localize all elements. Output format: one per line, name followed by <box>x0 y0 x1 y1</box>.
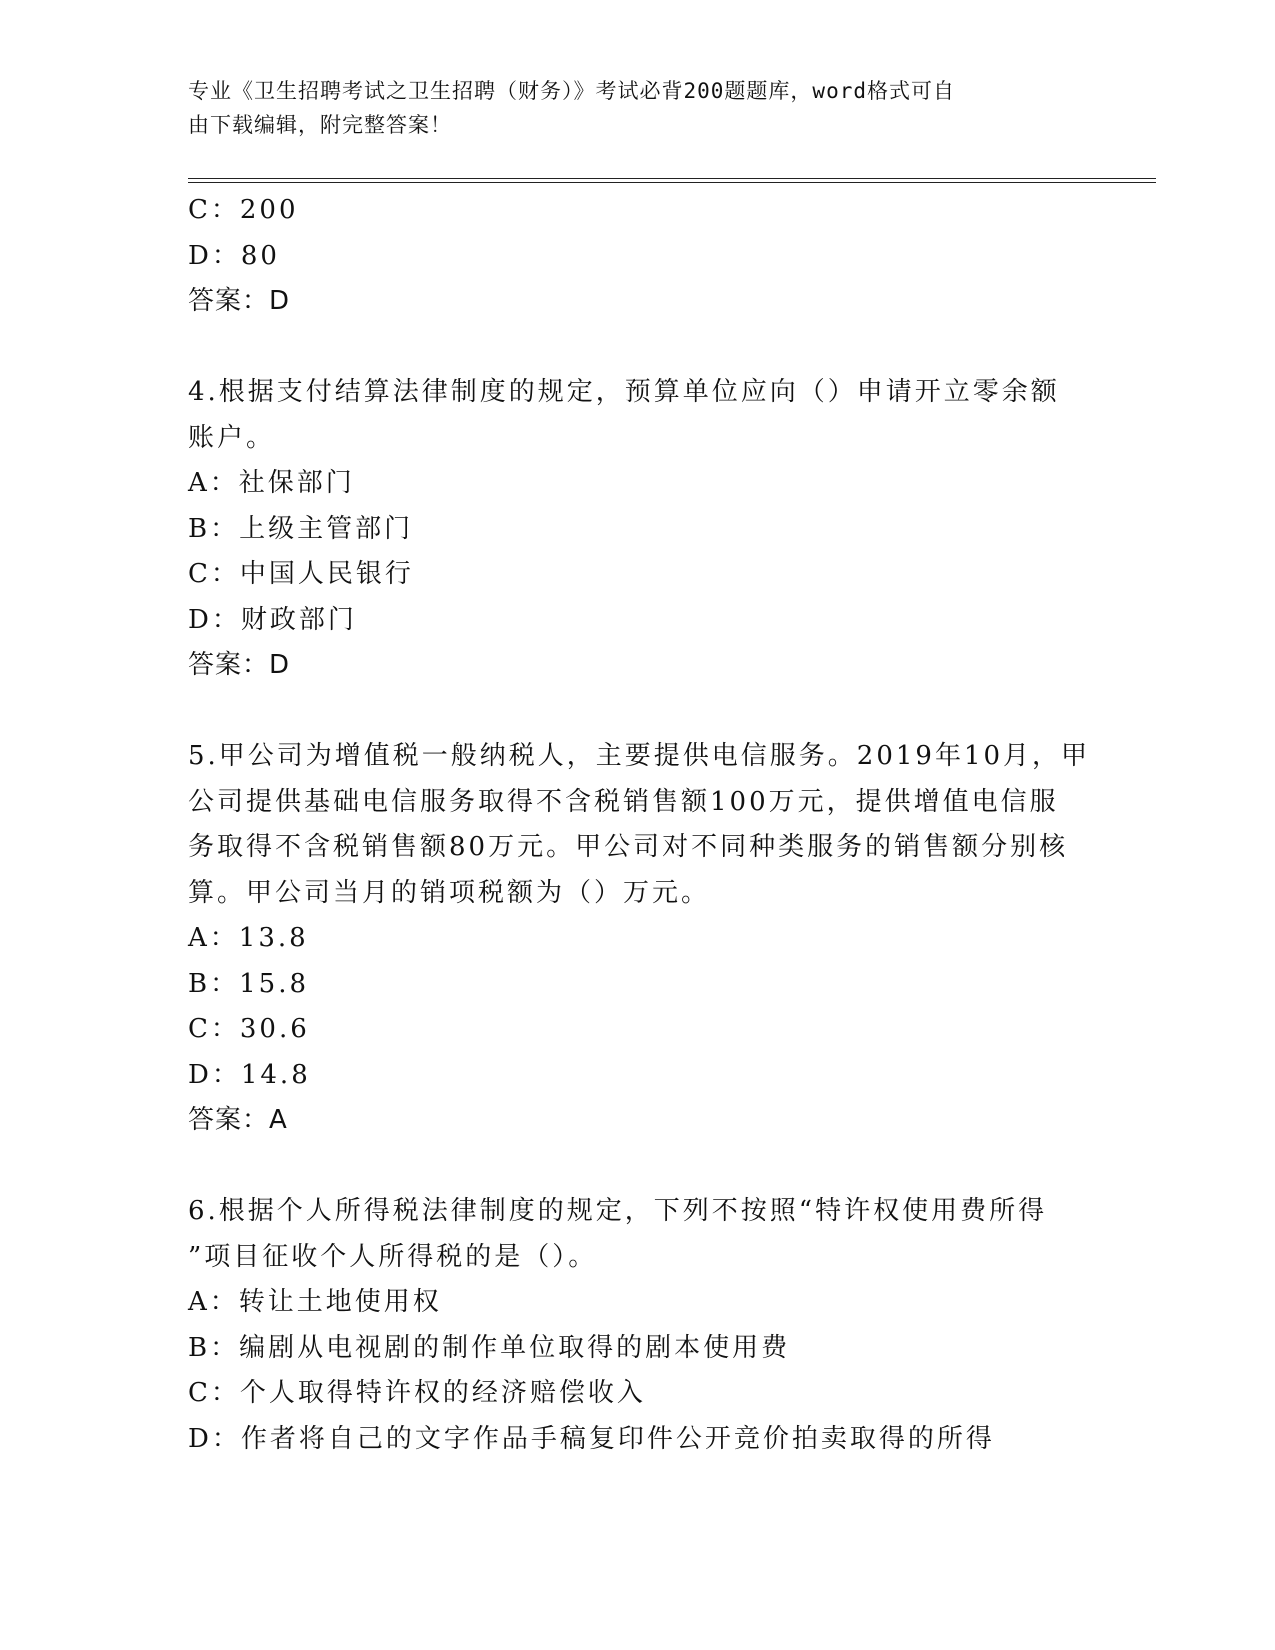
q3-option-c: C：200 <box>188 195 299 225</box>
question-6 <box>188 1189 1088 1462</box>
q5-option-c: C：30.6 <box>188 1014 310 1044</box>
q3-answer: 答案：D <box>188 286 291 316</box>
header-title-line-1: 专业《卫生招聘考试之卫生招聘（财务）》考试必背200题题库，word格式可自 <box>188 79 955 103</box>
q5-option-a: A：13.8 <box>188 923 309 953</box>
q6-stem-line-2: ”项目征收个人所得税的是（）。 <box>188 1241 598 1272</box>
q5-option-b: B：15.8 <box>188 968 309 999</box>
q6-option-b: B：编剧从电视剧的制作单位取得的剧本使用费 <box>188 1332 791 1363</box>
q4-option-c: C：中国人民银行 <box>188 559 414 589</box>
q6-option-a: A：转让土地使用权 <box>188 1287 442 1317</box>
q4-option-d: D：财政部门 <box>188 604 357 635</box>
q5-stem-line-4: 算。甲公司当月的销项税额为（）万元。 <box>188 877 711 908</box>
question-list <box>188 188 1091 1462</box>
question-4 <box>188 370 1088 689</box>
q6-option-c: C：个人取得特许权的经济赔偿收入 <box>188 1378 646 1408</box>
spacer <box>188 1144 1088 1190</box>
q5-answer: 答案：A <box>188 1105 288 1135</box>
question-5 <box>188 734 1091 1144</box>
q3-option-d: D：80 <box>188 240 280 271</box>
spacer <box>188 325 1088 371</box>
q4-stem-line-2: 账户。 <box>188 422 276 453</box>
q5-stem-line-3: 务取得不含税销售额80万元。甲公司对不同种类服务的销售额分别核 <box>188 832 1069 862</box>
q4-option-a: A：社保部门 <box>188 468 355 498</box>
q4-answer: 答案：D <box>188 650 291 680</box>
question-3 <box>188 188 1088 325</box>
document-header <box>188 74 1088 142</box>
q6-stem-line-1: 6.根据个人所得税法律制度的规定，下列不按照“特许权使用费所得 <box>188 1196 1048 1226</box>
q5-option-d: D：14.8 <box>188 1059 311 1090</box>
q6-option-d: D：作者将自己的文字作品手稿复印件公开竞价拍卖取得的所得 <box>188 1423 995 1454</box>
q4-stem-line-1: 4.根据支付结算法律制度的规定，预算单位应向（）申请开立零余额 <box>188 377 1060 407</box>
header-divider-bottom <box>188 182 1156 183</box>
header-title-line-2: 由下载编辑，附完整答案！ <box>188 113 452 137</box>
q4-option-b: B：上级主管部门 <box>188 513 414 544</box>
spacer <box>188 689 1088 735</box>
q5-stem-line-2: 公司提供基础电信服务取得不含税销售额100万元，提供增值电信服 <box>188 786 1059 817</box>
header-divider-top <box>188 178 1156 179</box>
q5-stem-line-1: 5.甲公司为增值税一般纳税人，主要提供电信服务。2019年10月，甲 <box>188 741 1091 771</box>
